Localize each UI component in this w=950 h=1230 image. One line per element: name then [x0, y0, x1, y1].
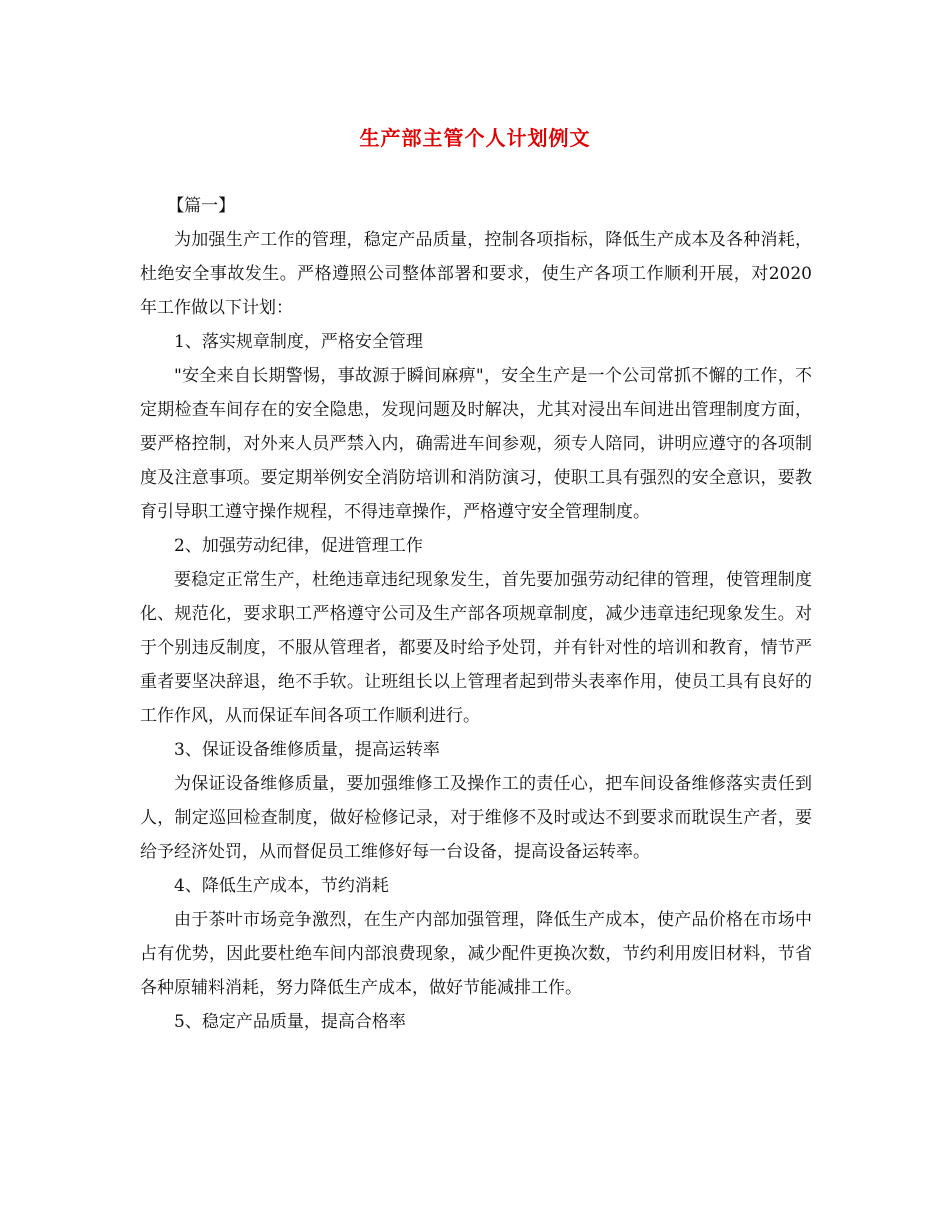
- intro-paragraph: 为加强生产工作的管理，稳定产品质量，控制各项指标，降低生产成本及各种消耗，杜绝安全事故发生。严格遵照公司整体部署和要求，使生产各项工作顺利开展，对2020年工作做以下计划：: [140, 230, 812, 318]
- paragraph-3: 为保证设备维修质量，要加强维修工及操作工的责任心，把车间设备维修落实责任到人，制定巡回检查制度，做好检修记录，对于维修不及时或达不到要求而耽误生产者，要给予经济处罚，从而督促员工维修好每一台设备，提高设备运转率。: [140, 774, 812, 862]
- section-label: 【篇一】: [167, 196, 236, 216]
- heading-2: 2、加强劳动纪律，促进管理工作: [174, 536, 423, 556]
- heading-4: 4、降低生产成本，节约消耗: [174, 876, 389, 896]
- heading-5: 5、稳定产品质量，提高合格率: [174, 1012, 406, 1032]
- document-title: 生产部主管个人计划例文: [359, 126, 591, 150]
- paragraph-2: 要稳定正常生产，杜绝违章违纪现象发生，首先要加强劳动纪律的管理，使管理制度化、规范化，要求职工严格遵守公司及生产部各项规章制度，减少违章违纪现象发生。对于个别违反制度，不服从管理者，都要及时给予处罚，并有针对性的培训和教育，情节严重者要坚决辞退，绝不手软。让班组长以上管理者起到带头表率作用，使员工具有良好的工作作风，从而保证车间各项工作顺利进行。: [140, 570, 812, 726]
- paragraph-1: "安全来自长期警惕，事故源于瞬间麻痹"，安全生产是一个公司常抓不懈的工作，不定期检查车间存在的安全隐患，发现问题及时解决，尤其对浸出车间进出管理制度方面，要严格控制，对外来人员严禁入内，确需进车间参观，须专人陪同，讲明应遵守的各项制度及注意事项。要定期举例安全消防培训和消防演习，使职工具有强烈的安全意识，要教育引导职工遵守操作规程，不得违章操作，严格遵守安全管理制度。: [140, 366, 812, 522]
- paragraph-4: 由于茶叶市场竞争激烈，在生产内部加强管理，降低生产成本，使产品价格在市场中占有优势，因此要杜绝车间内部浪费现象，减少配件更换次数，节约利用废旧材料，节省各种原辅料消耗，努力降低生产成本，做好节能减排工作。: [140, 910, 812, 998]
- heading-3: 3、保证设备维修质量，提高运转率: [174, 740, 440, 760]
- heading-1: 1、落实规章制度，严格安全管理: [174, 332, 423, 352]
- document-body: [140, 189, 812, 1039]
